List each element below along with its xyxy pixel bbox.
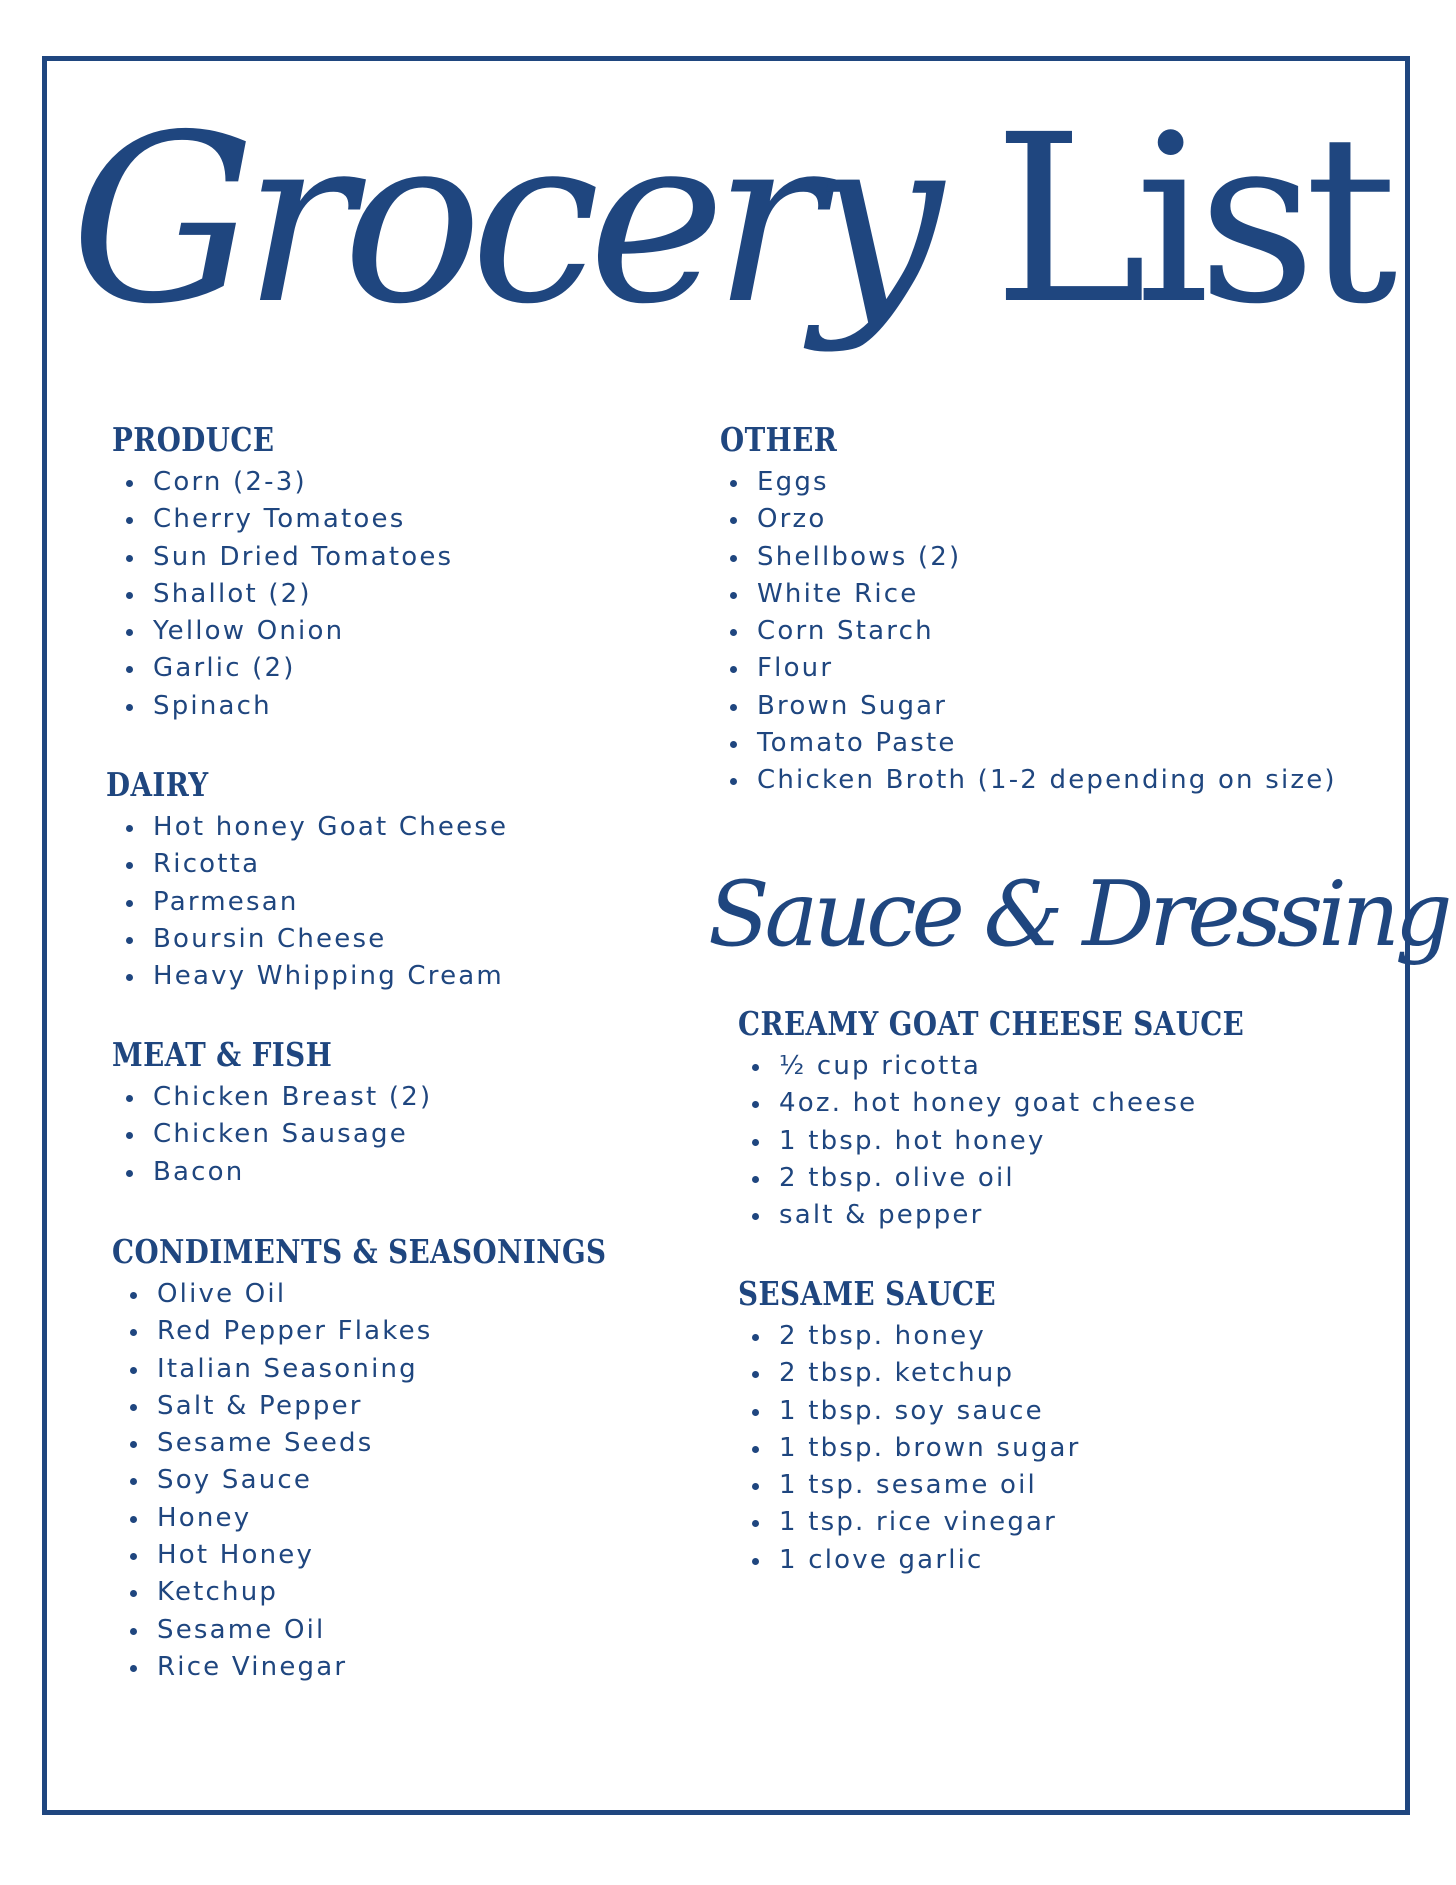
list-item: Honey <box>130 1500 701 1537</box>
list-item: 1 tbsp. soy sauce <box>752 1393 1081 1430</box>
list-item: Chicken Breast (2) <box>126 1079 432 1116</box>
section-dairy <box>106 763 508 995</box>
list-item: Bacon <box>126 1154 432 1191</box>
section-heading: SESAME SAUCE <box>738 1274 997 1313</box>
list-item: Tomato Paste <box>730 725 1337 762</box>
item-list <box>112 464 453 725</box>
section-produce <box>112 418 453 725</box>
list-item: Sesame Seeds <box>130 1425 701 1462</box>
list-item: Salt & Pepper <box>130 1388 701 1425</box>
section-meat-fish <box>112 1033 432 1191</box>
list-item: Yellow Onion <box>126 613 453 650</box>
list-item: Hot Honey <box>130 1537 701 1574</box>
list-item: Sesame Oil <box>130 1612 701 1649</box>
list-item: 1 tbsp. brown sugar <box>752 1430 1081 1467</box>
title-word-grocery: Grocery <box>70 85 932 355</box>
list-item: Boursin Cheese <box>126 921 508 958</box>
list-item: 4oz. hot honey goat cheese <box>752 1085 1341 1122</box>
list-item: 2 tbsp. olive oil <box>752 1160 1341 1197</box>
list-item: White Rice <box>730 576 1337 613</box>
section-other <box>720 418 1337 800</box>
list-item: Olive Oil <box>130 1276 701 1313</box>
list-item: Ricotta <box>126 846 508 883</box>
sauce-dressing-title: Sauce & Dressing <box>708 862 1448 967</box>
list-item: Sun Dried Tomatoes <box>126 539 453 576</box>
list-item: Chicken Sausage <box>126 1116 432 1153</box>
list-item: 1 tbsp. hot honey <box>752 1123 1341 1160</box>
list-item: Orzo <box>730 501 1337 538</box>
list-item: 2 tbsp. honey <box>752 1318 1081 1355</box>
list-item: Ketchup <box>130 1574 701 1611</box>
list-item: Rice Vinegar <box>130 1649 701 1686</box>
list-item: 1 tsp. sesame oil <box>752 1467 1081 1504</box>
list-item: Italian Seasoning <box>130 1351 701 1388</box>
list-item: Garlic (2) <box>126 650 453 687</box>
item-list <box>720 464 1337 800</box>
list-item: Parmesan <box>126 884 508 921</box>
title-word-list: List <box>993 85 1386 355</box>
item-list <box>112 1079 432 1191</box>
list-item: Cherry Tomatoes <box>126 501 453 538</box>
list-item: 2 tbsp. ketchup <box>752 1355 1081 1392</box>
item-list <box>112 1276 701 1686</box>
item-list <box>106 809 508 995</box>
list-item: Heavy Whipping Cream <box>126 958 508 995</box>
item-list <box>738 1048 1341 1234</box>
list-item: Shallot (2) <box>126 576 453 613</box>
page-title <box>0 70 1456 370</box>
section-sesame-sauce <box>738 1272 1081 1579</box>
list-item: Soy Sauce <box>130 1462 701 1499</box>
section-condiments-seasonings <box>112 1230 701 1686</box>
list-item: Shellbows (2) <box>730 539 1337 576</box>
list-item: 1 clove garlic <box>752 1542 1081 1579</box>
section-heading: CONDIMENTS & SEASONINGS <box>112 1232 607 1271</box>
list-item: Spinach <box>126 688 453 725</box>
list-item: Hot honey Goat Cheese <box>126 809 508 846</box>
section-creamy-goat-cheese-sauce <box>738 1002 1341 1234</box>
section-heading: CREAMY GOAT CHEESE SAUCE <box>738 1004 1245 1043</box>
list-item: Corn (2-3) <box>126 464 453 501</box>
list-item: Flour <box>730 650 1337 687</box>
list-item: Corn Starch <box>730 613 1337 650</box>
list-item: ½ cup ricotta <box>752 1048 1341 1085</box>
list-item: salt & pepper <box>752 1197 1341 1234</box>
list-item: Eggs <box>730 464 1337 501</box>
list-item: Red Pepper Flakes <box>130 1313 701 1350</box>
list-item: Brown Sugar <box>730 688 1337 725</box>
section-heading: OTHER <box>720 420 838 459</box>
section-heading: DAIRY <box>106 765 209 804</box>
list-item: Chicken Broth (1-2 depending on size) <box>730 762 1337 799</box>
list-item: 1 tsp. rice vinegar <box>752 1504 1081 1541</box>
section-heading: PRODUCE <box>112 420 275 459</box>
section-heading: MEAT & FISH <box>112 1035 333 1074</box>
item-list <box>738 1318 1081 1579</box>
